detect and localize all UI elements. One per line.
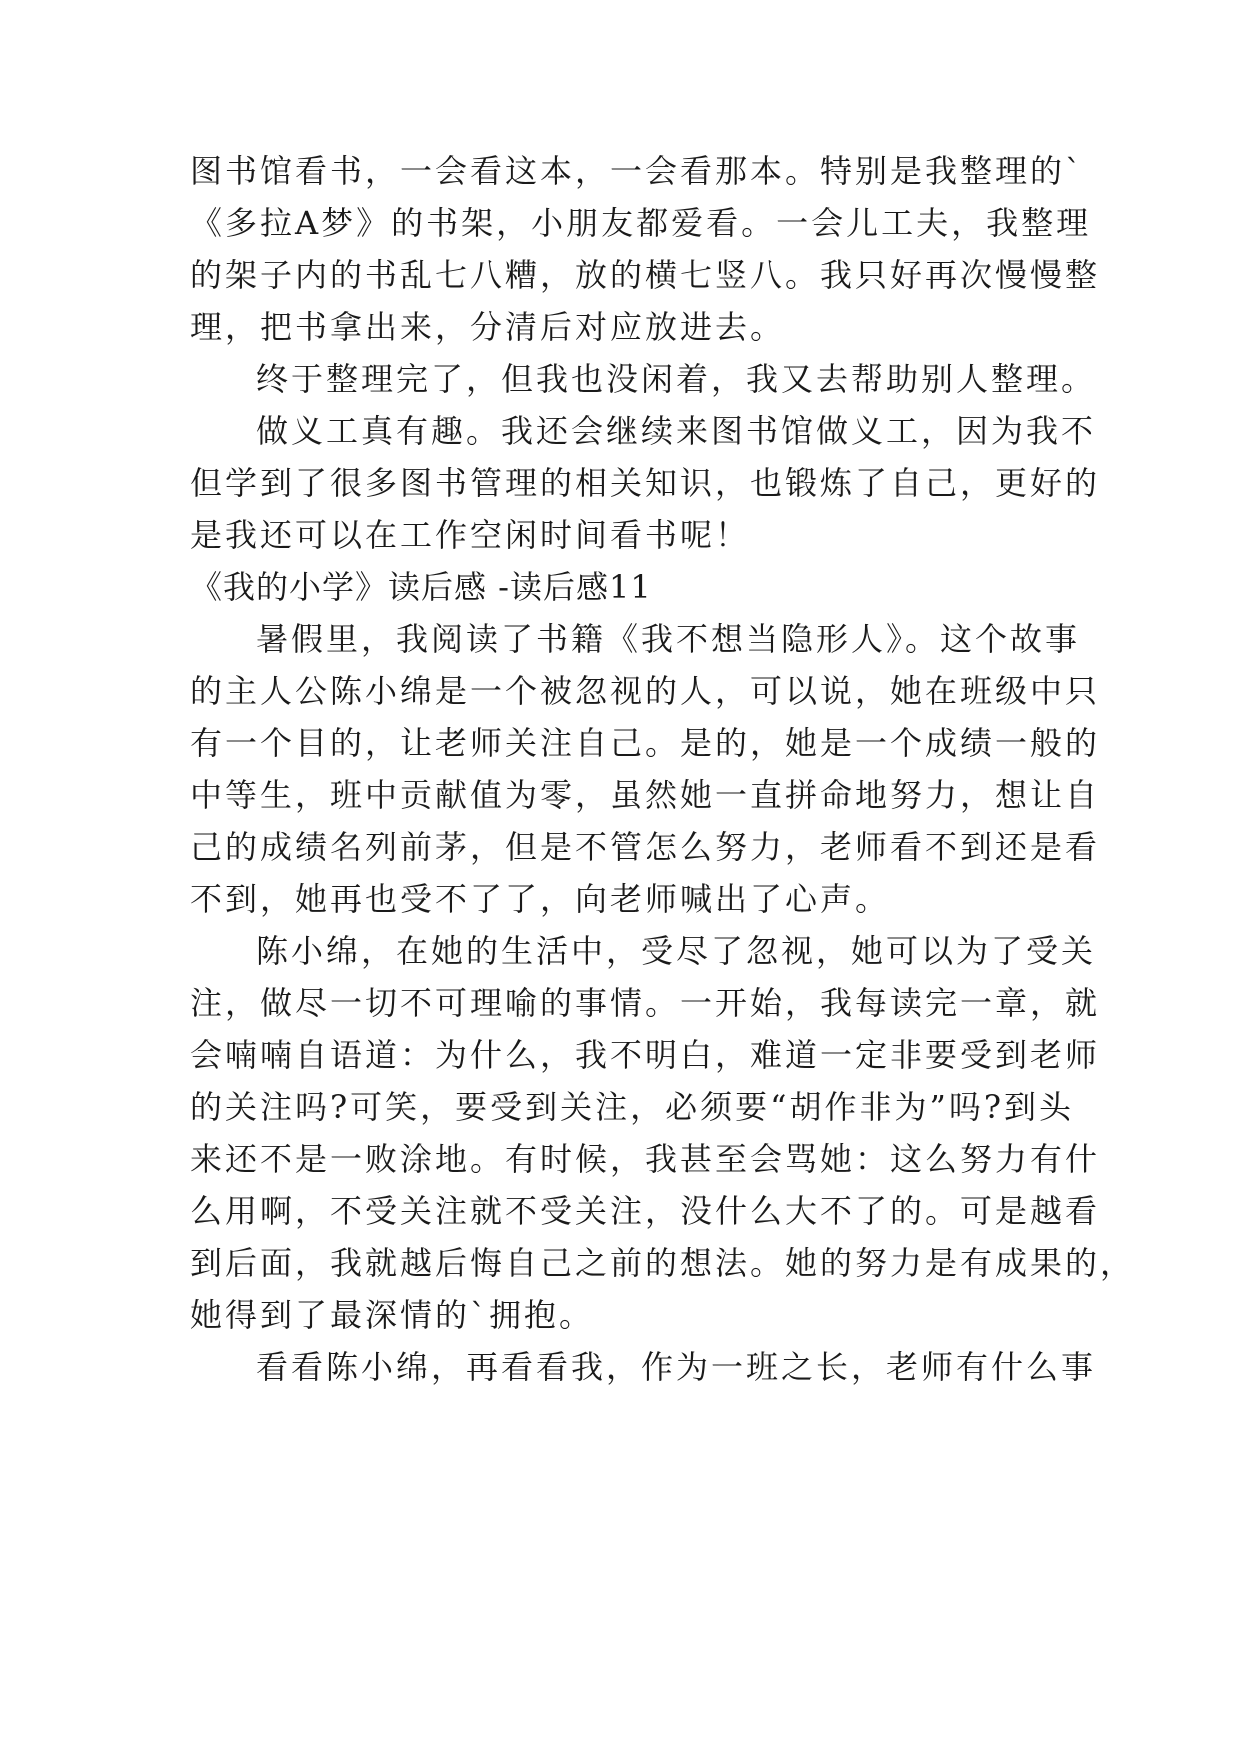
paragraph-start-line: 暑假里，我阅读了书籍《我不想当隐形人》。这个故事 [256,620,1081,658]
text-line: 图书馆看书，一会看这本，一会看那本。特别是我整理的` [190,152,1085,190]
text-line: 她得到了最深情的`拥抱。 [190,1296,595,1334]
text-line: 己的成绩名列前茅，但是不管怎么努力，老师看不到还是看 [190,828,1101,866]
text-line: 《多拉A梦》的书架，小朋友都爱看。一会儿工夫，我整理 [190,204,1092,242]
section-heading: 《我的小学》读后感 -读后感11 [190,568,652,606]
text-line: 中等生，班中贡献值为零，虽然她一直拼命地努力，想让自 [190,776,1101,814]
text-line: 的关注吗?可笑，要受到关注，必须要“胡作非为”吗?到头 [190,1088,1075,1126]
text-line: 理，把书拿出来，分清后对应放进去。 [190,308,786,346]
text-line: 来还不是一败涂地。有时候，我甚至会骂她：这么努力有什 [190,1140,1101,1178]
text-line: 会喃喃自语道：为什么，我不明白，难道一定非要受到老师 [190,1036,1101,1074]
paragraph-start-line: 看看陈小绵，再看看我，作为一班之长，老师有什么事 [256,1348,1097,1386]
text-line: 但学到了很多图书管理的相关知识，也锻炼了自己，更好的 [190,464,1101,502]
text-line: 是我还可以在工作空闲时间看书呢！ [190,516,751,554]
paragraph-start-line: 做义工真有趣。我还会继续来图书馆做义工，因为我不 [256,412,1097,450]
text-line: 到后面，我就越后悔自己之前的想法。她的努力是有成果的， [190,1244,1136,1282]
text-line: 的主人公陈小绵是一个被忽视的人，可以说，她在班级中只 [190,672,1101,710]
paragraph-start-line: 终于整理完了，但我也没闲着，我又去帮助别人整理。 [256,360,1097,398]
text-line: 不到，她再也受不了了，向老师喊出了心声。 [190,880,891,918]
paragraph-start-line: 陈小绵，在她的生活中，受尽了忽视，她可以为了受关 [256,932,1097,970]
text-line: 注，做尽一切不可理喻的事情。一开始，我每读完一章，就 [190,984,1101,1022]
text-line: 有一个目的，让老师关注自己。是的，她是一个成绩一般的 [190,724,1101,762]
text-line: 么用啊，不受关注就不受关注，没什么大不了的。可是越看 [190,1192,1101,1230]
text-line: 的架子内的书乱七八糟，放的横七竖八。我只好再次慢慢整 [190,256,1101,294]
